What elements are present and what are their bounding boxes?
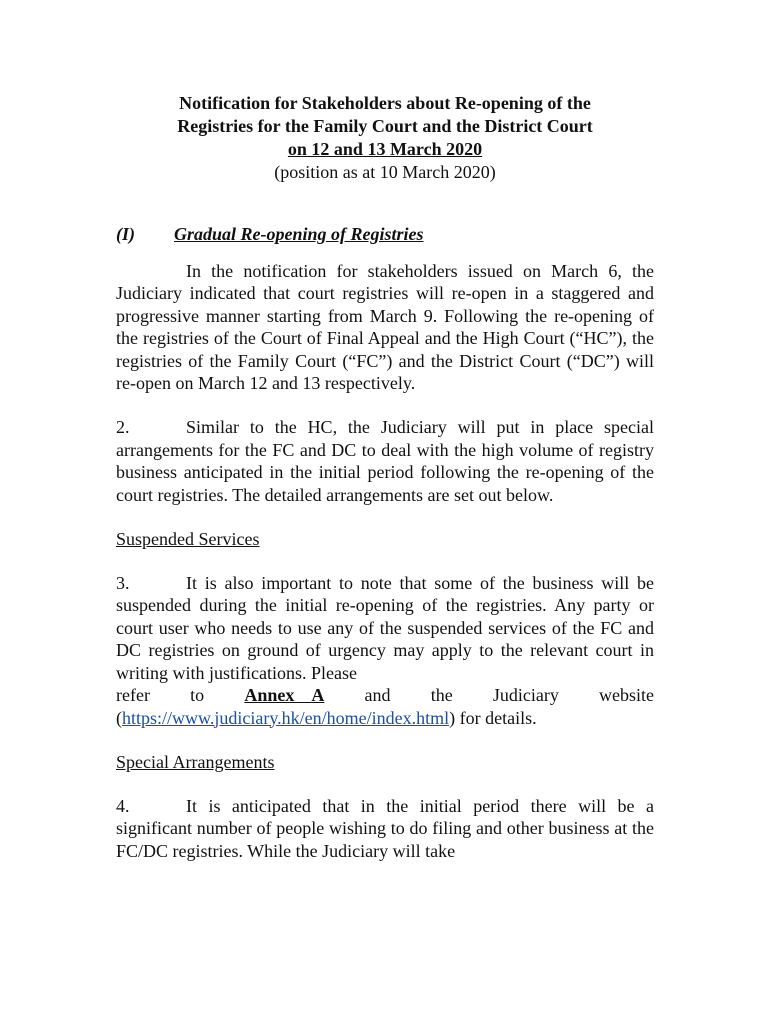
paragraph-3-number: 3.: [116, 573, 130, 594]
judiciary-website-link[interactable]: https://www.judiciary.hk/en/home/index.html: [122, 707, 450, 728]
subheading-special-arrangements: Special Arrangements: [116, 751, 275, 772]
paragraph-4-number: 4.: [116, 795, 130, 816]
paragraph-1: In the notification for stakeholders issued on March 6, the Judiciary indicated that court registries will re-open in a staggered and progressive manner starting from March 9. Following the re-opening of the registries of the Court of Final Appeal and the High Court (“HC”), the registries of the Family Court (“FC”) and the District Court (“DC”) will re-open on March 12 and 13 respectively.: [116, 261, 654, 394]
section-heading: [116, 223, 654, 246]
paragraph-2-number: 2.: [116, 417, 130, 438]
title-line-2: Registries for the Family Court and the District Court: [177, 116, 593, 136]
word-judiciary: Judiciary: [492, 685, 559, 706]
word-to: to: [190, 685, 205, 706]
section-title: Gradual Re-opening of Registries: [174, 224, 424, 244]
subheading-suspended-services: Suspended Services: [116, 529, 260, 550]
paragraph-4: [116, 795, 654, 862]
title-date-position: (position as at 10 March 2020): [274, 162, 496, 182]
word-the: the: [430, 685, 453, 706]
paragraph-2-text: Similar to the HC, the Judiciary will put in place special arrangements for the FC and DC to deal with the high volume of registry business anticipated in the initial period following the re-opening of the court registries. The detailed arrangements are set out below.: [116, 417, 654, 505]
title-line-3: on 12 and 13 March 2020: [287, 139, 483, 159]
paragraph-3-annex-line: [116, 684, 654, 706]
paragraph-2: [116, 416, 654, 506]
paragraph-3: [116, 572, 654, 684]
document-title: [116, 92, 654, 184]
section-number: (I): [116, 224, 135, 244]
paragraph-3-text: It is also important to note that some of the business will be suspended during the initial re-opening of the registries. Any party or court user who needs to use any of the suspended services of the FC and DC registries on ground of urgency may apply to the relevant court in writing with justifications. Please: [116, 573, 654, 683]
paragraph-4-text: It is anticipated that in the initial period there will be a significant number of people wishing to do filing and other business at the FC/DC registries. While the Judiciary will take: [116, 795, 654, 861]
paren-open: (: [116, 707, 122, 728]
annex-a-reference[interactable]: Annex A: [244, 685, 325, 706]
title-line-1: Notification for Stakeholders about Re-opening of the: [179, 93, 591, 113]
word-refer: refer: [116, 685, 150, 706]
word-and: and: [364, 685, 391, 706]
paragraph-3-link-line: [116, 707, 654, 729]
word-website: website: [599, 685, 654, 706]
paragraph-3-tail: ) for details.: [449, 707, 537, 728]
